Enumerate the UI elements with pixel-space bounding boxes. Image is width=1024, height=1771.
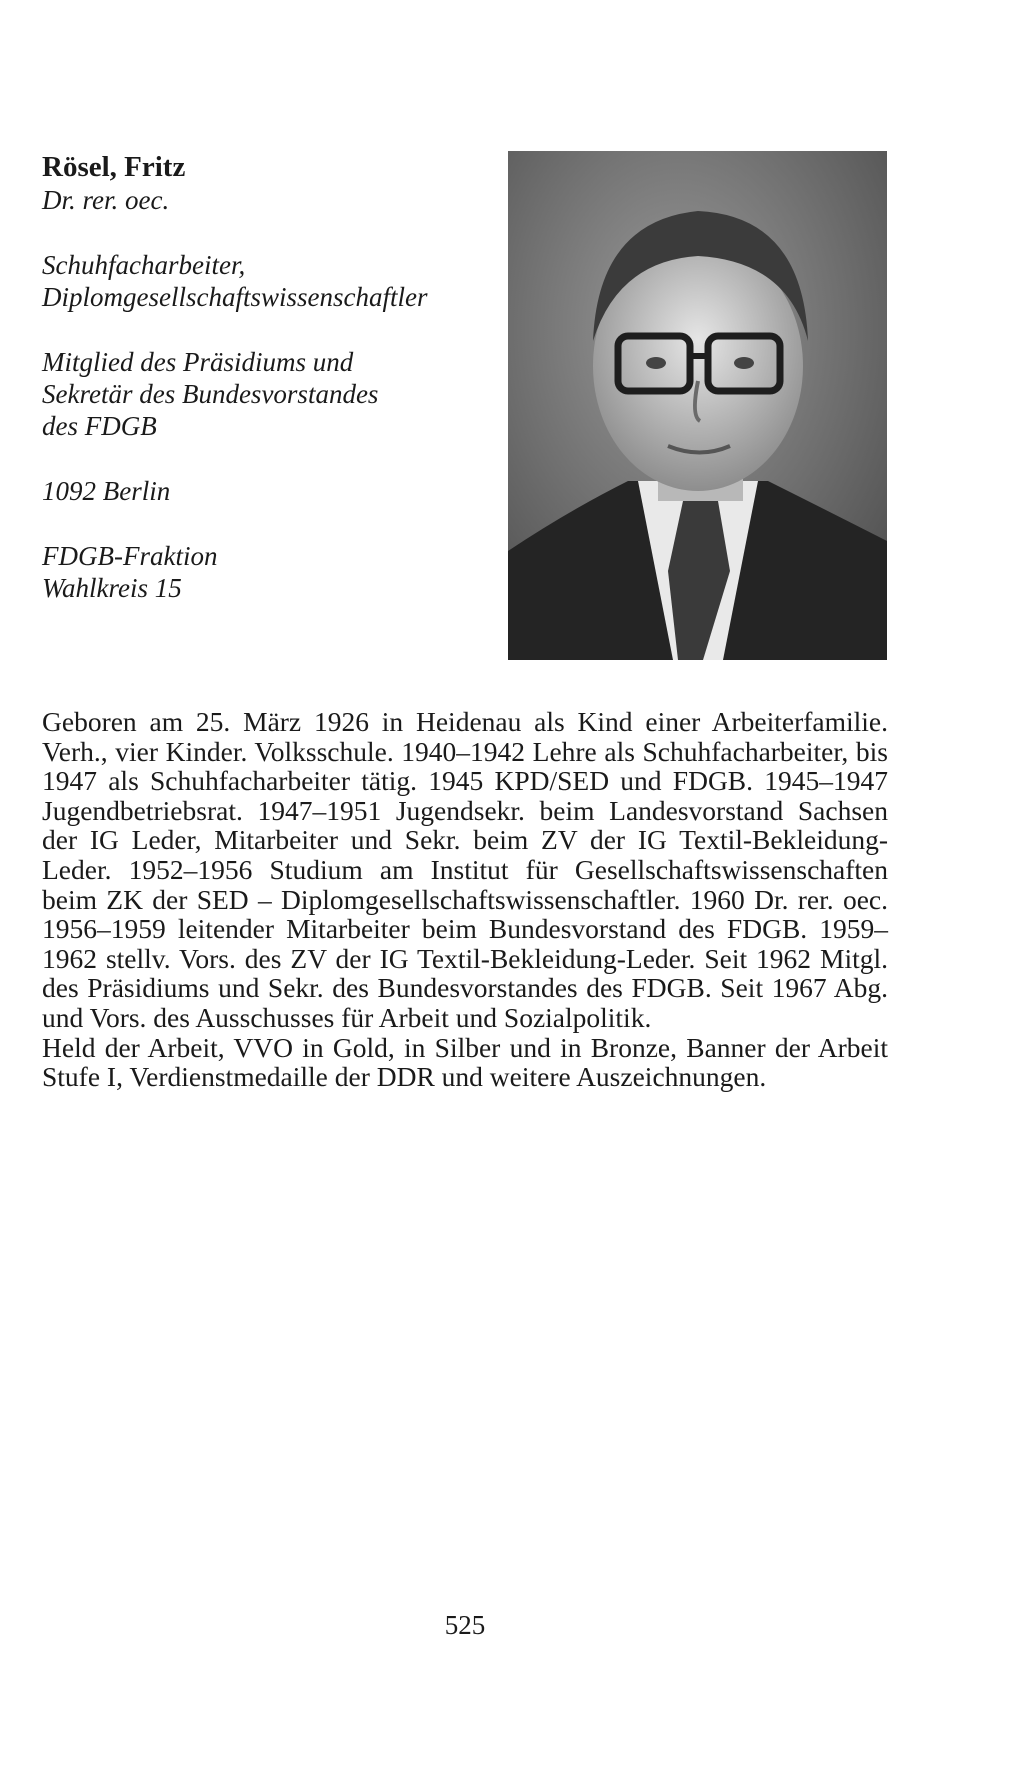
biography-career: Geboren am 25. März 1926 in Heidenau als Kind einer Arbeiterfamilie. Verh., vier Kinder. Volksschule. 1940–1942 Lehre als Schuhfacharbeiter, bis 1947 als Schuhfacharbeiter tätig. 1945 KPD/SED und FDGB. 1945–1947 Jugendbetriebsrat. 1947–1951 Jugendsekr. beim Landesvorstand Sachsen der IG Leder, Mitarbeiter und Sekr. beim ZV der IG Textil-Bekleidung-Leder. 1952–1956 Studium am Institut für Gesellschaftswissenschaften beim ZK der SED – Diplomgesellschaftswissenschaftler. 1960 Dr. rer. oec. 1956–1959 leitender Mitarbeiter beim Bundesvorstand des FDGB. 1959–1962 stellv. Vors. des ZV der IG Textil-Bekleidung-Leder. Seit 1962 Mitgl. des Präsidiums und Sekr. des Bundesvorstandes des FDGB. Seit 1967 Abg. und Vors. des Ausschusses für Arbeit und Sozialpolitik.: [42, 706, 888, 1033]
page-number: 525: [444, 1610, 486, 1640]
biography: [42, 707, 888, 1092]
location: 1092 Berlin: [42, 476, 171, 506]
positions: [42, 346, 492, 442]
position-line: Mitglied des Präsidiums und: [42, 347, 354, 377]
biography-awards: Held der Arbeit, VVO in Gold, in Silber und in Bronze, Banner der Arbeit Stufe I, Verdienstmedaille der DDR und weitere Auszeichnungen.: [42, 1031, 888, 1093]
faction: FDGB-Fraktion: [42, 541, 218, 571]
position-line: des FDGB: [42, 411, 157, 441]
profession-line: Schuhfacharbeiter,: [42, 250, 246, 280]
academic-degree: Dr. rer. oec.: [42, 185, 170, 215]
residence: [42, 475, 492, 507]
entry-header: [42, 150, 492, 604]
position-line: Sekretär des Bundesvorstandes: [42, 379, 379, 409]
constituency: Wahlkreis 15: [42, 573, 182, 603]
profession-line: Diplomgesellschaftswissenschaftler: [42, 282, 428, 312]
portrait-photo: [508, 151, 887, 660]
professions: [42, 249, 492, 313]
parliament-info: [42, 540, 492, 604]
person-name: Rösel, Fritz: [42, 151, 186, 183]
